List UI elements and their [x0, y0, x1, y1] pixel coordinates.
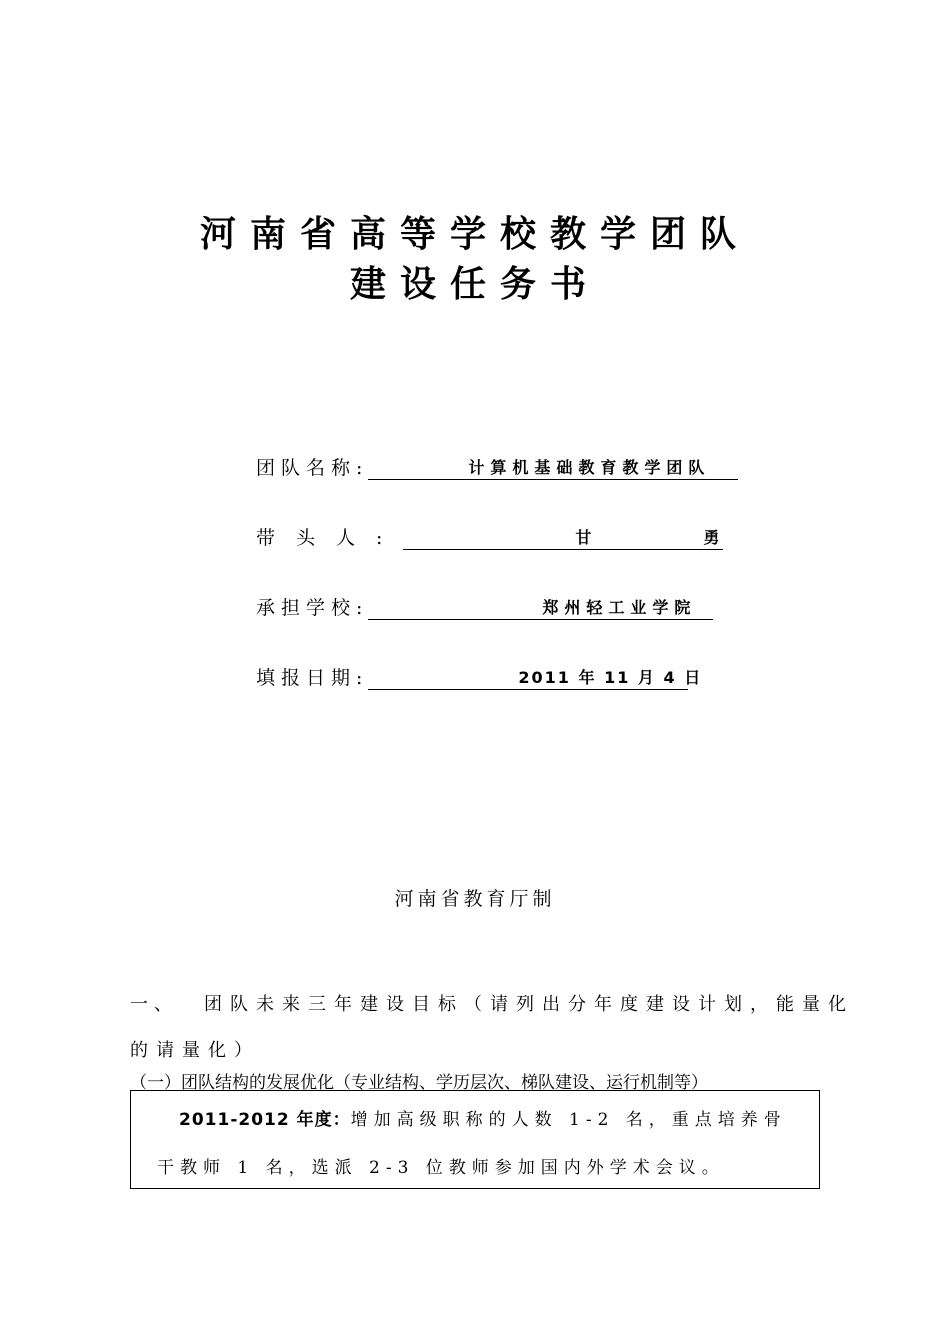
school-label: 承担学校:	[256, 597, 369, 619]
document-title-line2: 建设任务书	[349, 263, 600, 305]
section-number: 一、	[130, 994, 178, 1015]
field-leader	[256, 518, 726, 550]
content-line1-text: 增加高级职称的人数 1-2 名，重点培养骨	[350, 1110, 787, 1130]
content-line2: 干教师 1 名，选派 2-3 位教师参加国内外学术会议。	[157, 1158, 725, 1178]
date-label: 填报日期:	[256, 667, 369, 689]
document-title-line1: 河南省高等学校教学团队	[199, 213, 750, 255]
leader-value	[403, 526, 726, 550]
section-subheading: （一）团队结构的发展优化（专业结构、学历层次、梯队建设、运行机制等）	[130, 1073, 708, 1093]
year-label: 2011-2012 年度：	[179, 1110, 351, 1130]
section-heading-line1: 团队未来三年建设目标（请列出分年度建设计划，能量化	[204, 994, 854, 1015]
team-name-value: 计算机基础教育教学团队	[368, 456, 738, 480]
leader-given-name: 甘	[575, 528, 598, 547]
content-line1	[179, 1105, 787, 1130]
issuer-text: 河南省教育厅制	[394, 888, 556, 910]
leader-family-name: 勇	[703, 528, 726, 547]
field-school	[256, 588, 713, 620]
content-box	[130, 1090, 820, 1189]
school-value: 郑州轻工业学院	[368, 596, 713, 620]
field-date	[256, 658, 703, 690]
team-name-label: 团队名称:	[256, 457, 369, 479]
field-team-name	[256, 448, 738, 480]
date-value: 2011 年 11 月 4 日	[368, 666, 688, 690]
leader-label: 带头人:	[256, 527, 404, 549]
section-heading-line2: 的请量化）	[130, 1040, 260, 1061]
